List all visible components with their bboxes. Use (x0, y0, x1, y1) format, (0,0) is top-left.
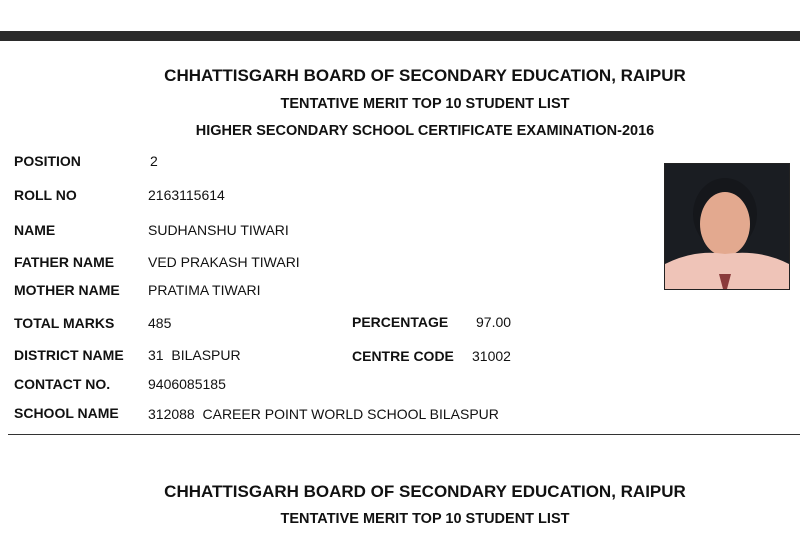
name-value: SUDHANSHU TIWARI (148, 222, 289, 238)
section-divider (8, 434, 800, 435)
top-bar (0, 31, 800, 41)
list-title: TENTATIVE MERIT TOP 10 STUDENT LIST (280, 96, 570, 112)
total-label: TOTAL MARKS (14, 315, 115, 331)
district-label: DISTRICT NAME (14, 347, 124, 363)
mother-value: PRATIMA TIWARI (148, 282, 261, 298)
total-value: 485 (148, 315, 172, 331)
centre-label: CENTRE CODE (352, 348, 454, 364)
district-value: 31 BILASPUR (148, 347, 241, 363)
exam-title: HIGHER SECONDARY SCHOOL CERTIFICATE EXAMINATION-2016 (195, 123, 655, 139)
centre-value: 31002 (472, 348, 511, 364)
contact-label: CONTACT NO. (14, 376, 111, 392)
mother-label: MOTHER NAME (14, 282, 120, 298)
percentage-value: 97.00 (476, 314, 512, 330)
student-photo (664, 163, 790, 290)
contact-value: 9406085185 (148, 376, 226, 392)
school-value: 312088 CAREER POINT WORLD SCHOOL BILASPUR (148, 406, 499, 422)
roll-value: 2163115614 (148, 187, 225, 203)
father-label: FATHER NAME (14, 254, 115, 270)
position-label: POSITION (14, 153, 81, 169)
name-label: NAME (14, 222, 56, 238)
next-board-title: CHHATTISGARH BOARD OF SECONDARY EDUCATION, RAIPUR (164, 482, 686, 501)
father-value: VED PRAKASH TIWARI (148, 254, 300, 270)
roll-label: ROLL NO (14, 187, 77, 203)
school-label: SCHOOL NAME (14, 405, 119, 421)
percentage-label: PERCENTAGE (352, 314, 449, 330)
board-title: CHHATTISGARH BOARD OF SECONDARY EDUCATION, RAIPUR (164, 66, 686, 85)
position-value: 2 (150, 153, 158, 169)
next-list-title: TENTATIVE MERIT TOP 10 STUDENT LIST (280, 511, 570, 527)
